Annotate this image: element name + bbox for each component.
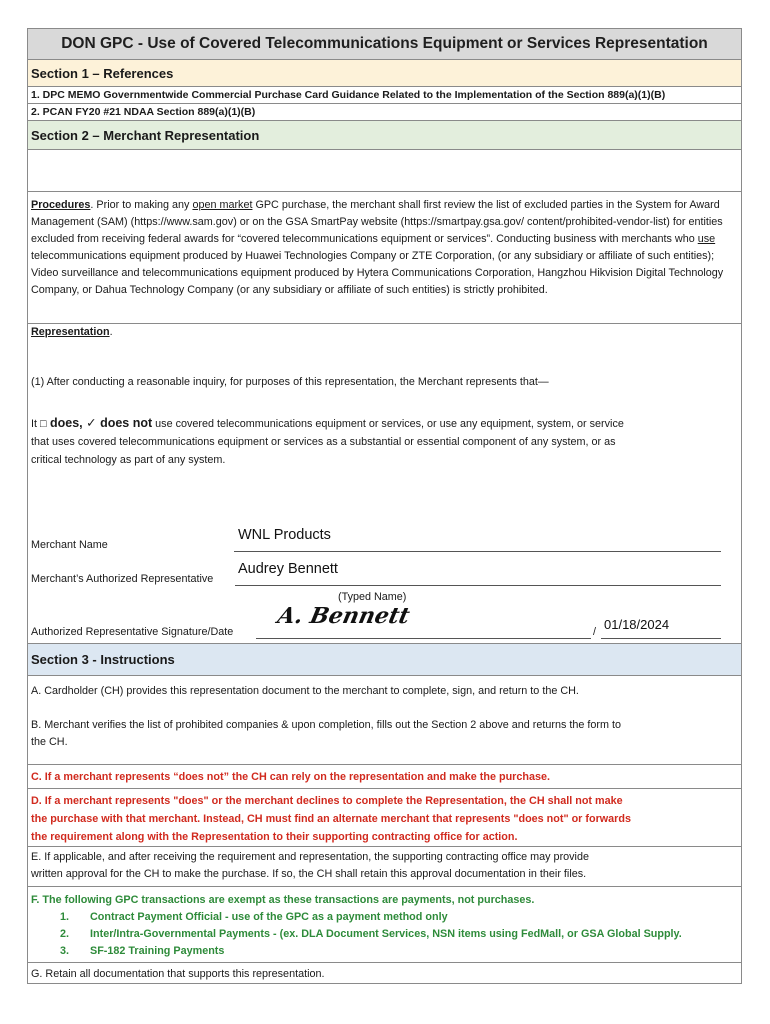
rep-text-3: critical technology as part of any system. <box>31 454 226 466</box>
instruction-e <box>28 846 741 886</box>
form-title: DON GPC - Use of Covered Telecommunications Equipment or Services Representation <box>28 29 741 59</box>
instruction-f <box>28 886 741 962</box>
representation-period: . <box>109 326 113 338</box>
instruction-b-line-1: B. Merchant verifies the list of prohibited companies & upon completion, fills out the Section 2 above and returns the form to <box>31 719 621 731</box>
procedures-text-1: . Prior to making any <box>90 199 193 211</box>
exempt-item-number: 2. <box>60 928 70 940</box>
representation-form <box>27 28 742 984</box>
exempt-item-text: SF-182 Training Payments <box>90 945 225 957</box>
representation-block <box>28 323 741 681</box>
merchant-name-label: Merchant Name <box>31 539 108 551</box>
use-text: use <box>697 233 716 245</box>
procedures-label: Procedures <box>31 199 91 211</box>
instruction-d-line-2: the purchase with that merchant. Instead, CH must find an alternate merchant that represents "does not" or forwards <box>31 813 631 825</box>
exempt-item-text: Inter/Intra-Governmental Payments - (ex. DLA Document Services, NSN items using FedMall, or GSA Global Supply. <box>90 928 682 940</box>
instruction-d <box>28 788 741 846</box>
exempt-item-number: 3. <box>60 945 70 957</box>
instruction-g: G. Retain all documentation that supports this representation. <box>28 962 741 984</box>
reference-1: 1. DPC MEMO Governmentwide Commercial Purchase Card Guidance Related to the Implementation of the Section 889(a)(1)(B) <box>28 86 741 103</box>
reference-2: 2. PCAN FY20 #21 NDAA Section 889(a)(1)(B) <box>28 103 741 120</box>
does-option: does, <box>46 416 87 430</box>
does-checkbox[interactable]: □ <box>40 418 47 430</box>
merchant-name-value: WNL Products <box>238 527 331 543</box>
does-not-checkbox[interactable]: ✓ <box>86 416 97 430</box>
signature-label: Authorized Representative Signature/Date <box>31 626 234 638</box>
exempt-item <box>31 926 738 943</box>
procedures-text-2: GPC purchase, the merchant shall first review the list of excluded parties in the System for Award Management (SAM) (https://www.sam.gov) or on the GSA SmartPay website (https://smartpay.gsa.gov/ content/prohibited-vendor-list) for entities excluded from receiving federal awards for “covered telecommunications equipment or services”. Conducting business with merchants who <box>31 199 723 245</box>
does-not-option: does not <box>96 416 153 430</box>
date-value: 01/18/2024 <box>604 617 670 632</box>
exempt-item-text: Contract Payment Official - use of the GPC as a payment method only <box>90 911 448 923</box>
exempt-item-number: 1. <box>60 911 70 923</box>
authorized-rep-value: Audrey Bennett <box>238 561 338 577</box>
it-text: It <box>31 418 40 430</box>
instruction-a: A. Cardholder (CH) provides this representation document to the merchant to complete, sign, and return to the CH. <box>28 675 741 709</box>
signature-image: A. Bennett <box>275 603 413 629</box>
representation-label: Representation <box>31 326 110 338</box>
rep-text-2: that uses covered telecommunications equipment or services as a substantial or essential component of any system, or as <box>31 436 616 448</box>
open-market-text: open market <box>192 199 253 211</box>
instruction-b-line-2: the CH. <box>31 736 68 748</box>
instruction-d-line-3: the requirement along with the Representation to their supporting contracting office for action. <box>31 831 518 843</box>
typed-name-caption: (Typed Name) <box>338 591 407 603</box>
inquiry-text: (1) After conducting a reasonable inquiry, for purposes of this representation, the Merchant represents that— <box>31 376 549 388</box>
instruction-d-line-1: D. If a merchant represents "does" or the merchant declines to complete the Representation, the CH shall not make <box>31 795 623 807</box>
section2-heading: Section 2 – Merchant Representation <box>28 120 741 149</box>
instruction-f-heading: F. The following GPC transactions are exempt as these transactions are payments, not purchases. <box>31 894 535 906</box>
procedures-paragraph <box>28 191 741 323</box>
section1-heading: Section 1 – References <box>28 59 741 86</box>
exempt-item <box>31 909 738 926</box>
representation-statement <box>31 414 624 469</box>
procedures-text-3: telecommunications equipment produced by Huawei Technologies Company or ZTE Corporation, (or any subsidiary or affiliate of such entities); Video surveillance and telecommunications equipment produced by Hytera Communications Corporation, Hangzhou Hikvision Digital Technology Company, or Dahua Technology Company (or any subsidiary or affiliate of such entities) is strictly prohibited. <box>31 250 724 296</box>
instruction-e-line-2: written approval for the CH to make the purchase. If so, the CH shall retain this approval documentation in their files. <box>31 868 587 880</box>
rep-text-1: use covered telecommunications equipment or services, or use any equipment, system, or service <box>152 418 624 430</box>
instruction-c: C. If a merchant represents “does not” the CH can rely on the representation and make the purchase. <box>28 764 741 788</box>
signature-date-slash: / <box>593 626 596 638</box>
section3-heading: Section 3 - Instructions <box>28 643 741 675</box>
blank-row <box>28 149 741 191</box>
authorized-rep-label: Merchant’s Authorized Representative <box>31 573 214 585</box>
exempt-item <box>31 943 738 960</box>
instruction-e-line-1: E. If applicable, and after receiving the requirement and representation, the supporting contracting office may provide <box>31 851 589 863</box>
instruction-b <box>28 709 741 764</box>
representation-heading <box>31 326 113 338</box>
